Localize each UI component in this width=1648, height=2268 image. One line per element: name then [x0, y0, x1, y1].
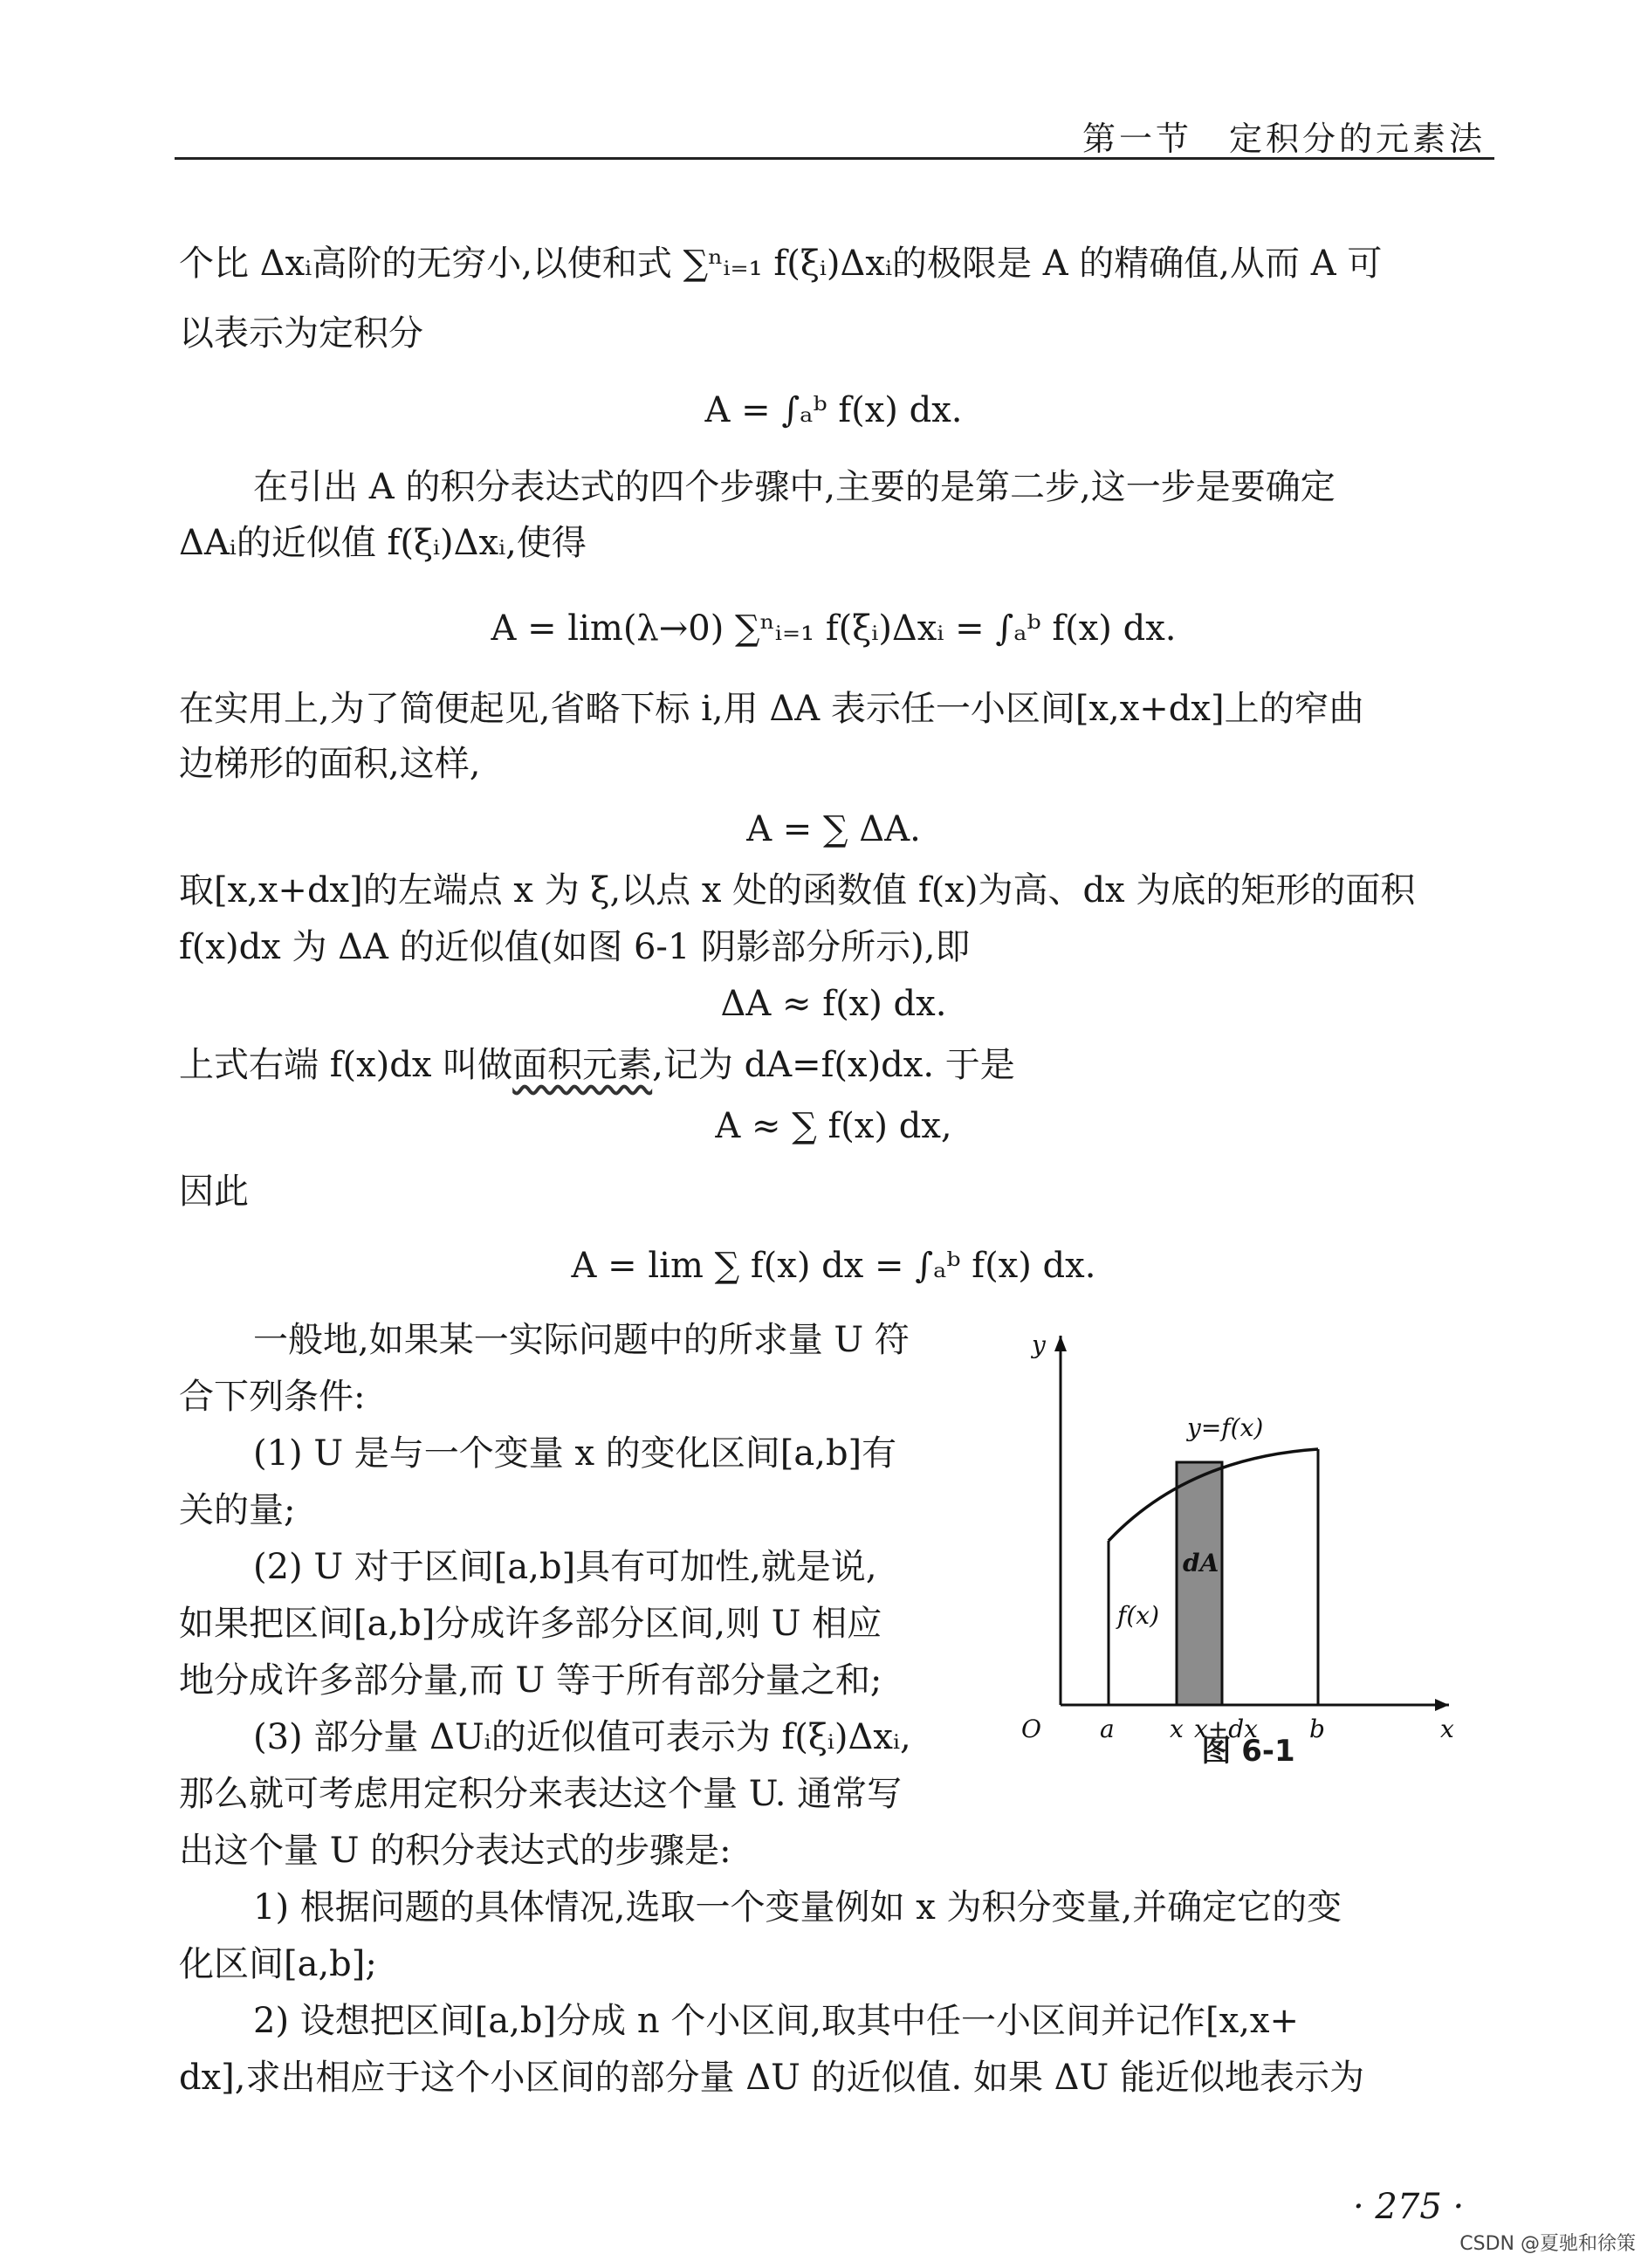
text-line-24: dx],求出相应于这个小区间的部分量 ΔU 的近似值. 如果 ΔU 能近似地表示为 [179, 2058, 1364, 2098]
text-line-4: ΔAᵢ的近似值 f(ξᵢ)Δxᵢ,使得 [179, 523, 587, 563]
text-line-13: (1) U 是与一个变量 x 的变化区间[a,b]有 [253, 1433, 897, 1474]
text-line-15: (2) U 对于区间[a,b]具有可加性,就是说, [253, 1547, 877, 1587]
origin-label: O [1021, 1715, 1041, 1743]
page-number: · 275 · [1353, 2187, 1465, 2227]
text-line-10: 因此 [179, 1172, 249, 1212]
text-line-20: 出这个量 U 的积分表达式的步骤是: [179, 1831, 731, 1871]
equation-6: A = lim ∑ f(x) dx = ∫ₐᵇ f(x) dx. [571, 1246, 1096, 1286]
figure-6-1 [1013, 1318, 1484, 1807]
term-area-element: 面积元素 [512, 1045, 653, 1085]
tick-b: b [1309, 1715, 1325, 1743]
text-line-2: 以表示为定积分 [179, 313, 423, 354]
watermark: CSDN @夏驰和徐策 [1459, 2233, 1636, 2255]
x-axis-arrow [1435, 1699, 1449, 1711]
text-line-23: 2) 设想把区间[a,b]分成 n 个小区间,取其中任一小区间并记作[x,x+ [253, 2001, 1300, 2041]
running-header [175, 103, 1494, 160]
text-line-17: 地分成许多部分量,而 U 等于所有部分量之和; [179, 1660, 882, 1701]
y-axis-label: y [1032, 1330, 1046, 1359]
equation-1: A = ∫ₐᵇ f(x) dx. [704, 390, 963, 430]
text-line-14: 关的量; [179, 1490, 296, 1530]
figure-caption: 图 6-1 [1201, 1734, 1295, 1769]
text-line-9b: ,记为 dA=f(x)dx. 于是 [652, 1045, 1015, 1085]
shaded-strip [1177, 1462, 1222, 1705]
header-title: 第一节 定积分的元素法 [1082, 120, 1486, 158]
text-line-3: 在引出 A 的积分表达式的四个步骤中,主要的是第二步,这一步是要确定 [253, 467, 1336, 507]
text-line-18: (3) 部分量 ΔUᵢ的近似值可表示为 f(ξᵢ)Δxᵢ, [253, 1717, 911, 1757]
text-line-11: 一般地,如果某一实际问题中的所求量 U 符 [253, 1320, 910, 1360]
equation-3: A = ∑ ΔA. [746, 809, 921, 849]
equation-2: A = lim(λ→0) ∑ⁿᵢ₌₁ f(ξᵢ)Δxᵢ = ∫ₐᵇ f(x) dx. [491, 608, 1177, 649]
tick-x: x [1170, 1715, 1184, 1743]
tick-a: a [1100, 1715, 1115, 1743]
text-line-12: 合下列条件: [179, 1377, 366, 1417]
text-line-16: 如果把区间[a,b]分成许多部分区间,则 U 相应 [179, 1604, 882, 1644]
text-line-9a: 上式右端 f(x)dx 叫做 [179, 1045, 513, 1085]
text-line-21: 1) 根据问题的具体情况,选取一个变量例如 x 为积分变量,并确定它的变 [253, 1887, 1342, 1928]
text-line-7: 取[x,x+dx]的左端点 x 为 ξ,以点 x 处的函数值 f(x)为高、dx 为底的矩形的面积 [179, 870, 1416, 911]
text-line-19: 那么就可考虑用定积分来表达这个量 U. 通常写 [179, 1774, 903, 1814]
da-label: dA [1183, 1549, 1219, 1577]
x-axis-label: x [1440, 1715, 1454, 1743]
text-line-6: 边梯形的面积,这样, [179, 744, 481, 784]
y-axis-arrow [1054, 1336, 1067, 1351]
text-line-1: 个比 Δxᵢ高阶的无穷小,以使和式 ∑ⁿᵢ₌₁ f(ξᵢ)Δxᵢ的极限是 A 的精确值,从而 A 可 [179, 244, 1383, 284]
tick-x-plus-dx: x+dx [1194, 1715, 1258, 1743]
equation-5: A ≈ ∑ f(x) dx, [715, 1106, 952, 1146]
text-line-9 [179, 1039, 1493, 1091]
curve-label: y=f(x) [1187, 1413, 1264, 1442]
area-element-diagram [1013, 1318, 1484, 1755]
text-line-8: f(x)dx 为 ΔA 的近似值(如图 6-1 阴影部分所示),即 [179, 927, 971, 967]
text-line-5: 在实用上,为了简便起见,省略下标 i,用 ΔA 表示任一小区间[x,x+dx]上的窄曲 [179, 689, 1364, 729]
equation-4: ΔA ≈ f(x) dx. [720, 984, 947, 1024]
fx-label: f(x) [1117, 1601, 1160, 1630]
text-line-22: 化区间[a,b]; [179, 1944, 377, 1984]
